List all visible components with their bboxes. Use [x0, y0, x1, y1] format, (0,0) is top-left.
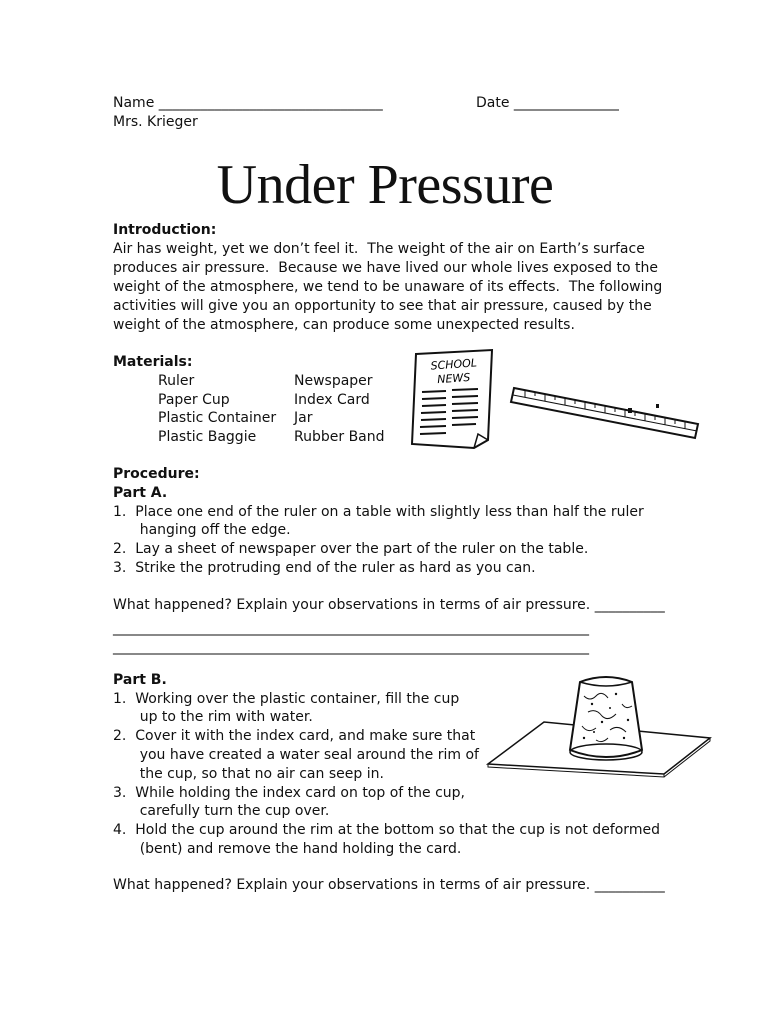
procedure-step: 4. Hold the cup around the rim at the bottom so that the cup is not deformed [113, 822, 660, 838]
procedure-step: carefully turn the cup over. [113, 803, 330, 819]
materials-heading: Materials: [113, 354, 193, 370]
procedure-step: (bent) and remove the hand holding the card. [113, 841, 462, 857]
procedure-step: 2. Lay a sheet of newspaper over the part of the ruler on the table. [113, 541, 589, 557]
answer-line: ____________________________________________________________________ [113, 639, 589, 655]
introduction-line: Air has weight, yet we don’t feel it. The weight of the air on Earth’s surface [113, 241, 645, 257]
procedure-step: up to the rim with water. [113, 709, 313, 725]
introduction-heading: Introduction: [113, 222, 217, 238]
procedure-step: 2. Cover it with the index card, and make sure that [113, 728, 476, 744]
material-item: Index Card [294, 392, 370, 408]
newspaper-header: SCHOOL [430, 356, 478, 373]
procedure-step: you have created a water seal around the rim of [113, 747, 479, 763]
material-item: Newspaper [294, 373, 373, 389]
material-item: Ruler [158, 373, 195, 389]
teacher-name: Mrs. Krieger [113, 114, 198, 130]
name-field-line: Name ________________________________ [113, 95, 383, 111]
introduction-line: activities will give you an opportunity to see that air pressure, caused by the [113, 298, 652, 314]
date-field-line: Date _______________ [476, 95, 619, 111]
procedure-step: 1. Place one end of the ruler on a table with slightly less than half the ruler [113, 504, 644, 520]
material-item: Jar [294, 410, 313, 426]
material-item: Plastic Baggie [158, 429, 257, 445]
ruler-illustration [510, 384, 702, 442]
procedure-heading: Procedure: [113, 466, 200, 482]
introduction-line: weight of the atmosphere, can produce some unexpected results. [113, 317, 575, 333]
introduction-line: produces air pressure. Because we have lived our whole lives exposed to the [113, 260, 659, 276]
newspaper-header: NEWS [436, 370, 471, 387]
part-a-heading: Part A. [113, 485, 168, 501]
newspaper-illustration [408, 348, 498, 452]
procedure-step: 3. While holding the index card on top of the cup, [113, 785, 465, 801]
procedure-step: the cup, so that no air can seep in. [113, 766, 384, 782]
page-title: Under Pressure [216, 154, 554, 216]
part-b-question: What happened? Explain your observations in terms of air pressure. __________ [113, 877, 665, 893]
material-item: Plastic Container [158, 410, 277, 426]
procedure-step: 1. Working over the plastic container, fill the cup [113, 691, 460, 707]
procedure-step: hanging off the edge. [113, 522, 291, 538]
answer-line: ____________________________________________________________________ [113, 620, 589, 636]
procedure-step: 3. Strike the protruding end of the ruler as hard as you can. [113, 560, 536, 576]
introduction-line: weight of the atmosphere, we tend to be unaware of its effects. The following [113, 279, 663, 295]
material-item: Rubber Band [294, 429, 385, 445]
cup-on-card-illustration [484, 674, 714, 776]
part-b-heading: Part B. [113, 672, 167, 688]
material-item: Paper Cup [158, 392, 230, 408]
part-a-question: What happened? Explain your observations in terms of air pressure. __________ [113, 597, 665, 613]
